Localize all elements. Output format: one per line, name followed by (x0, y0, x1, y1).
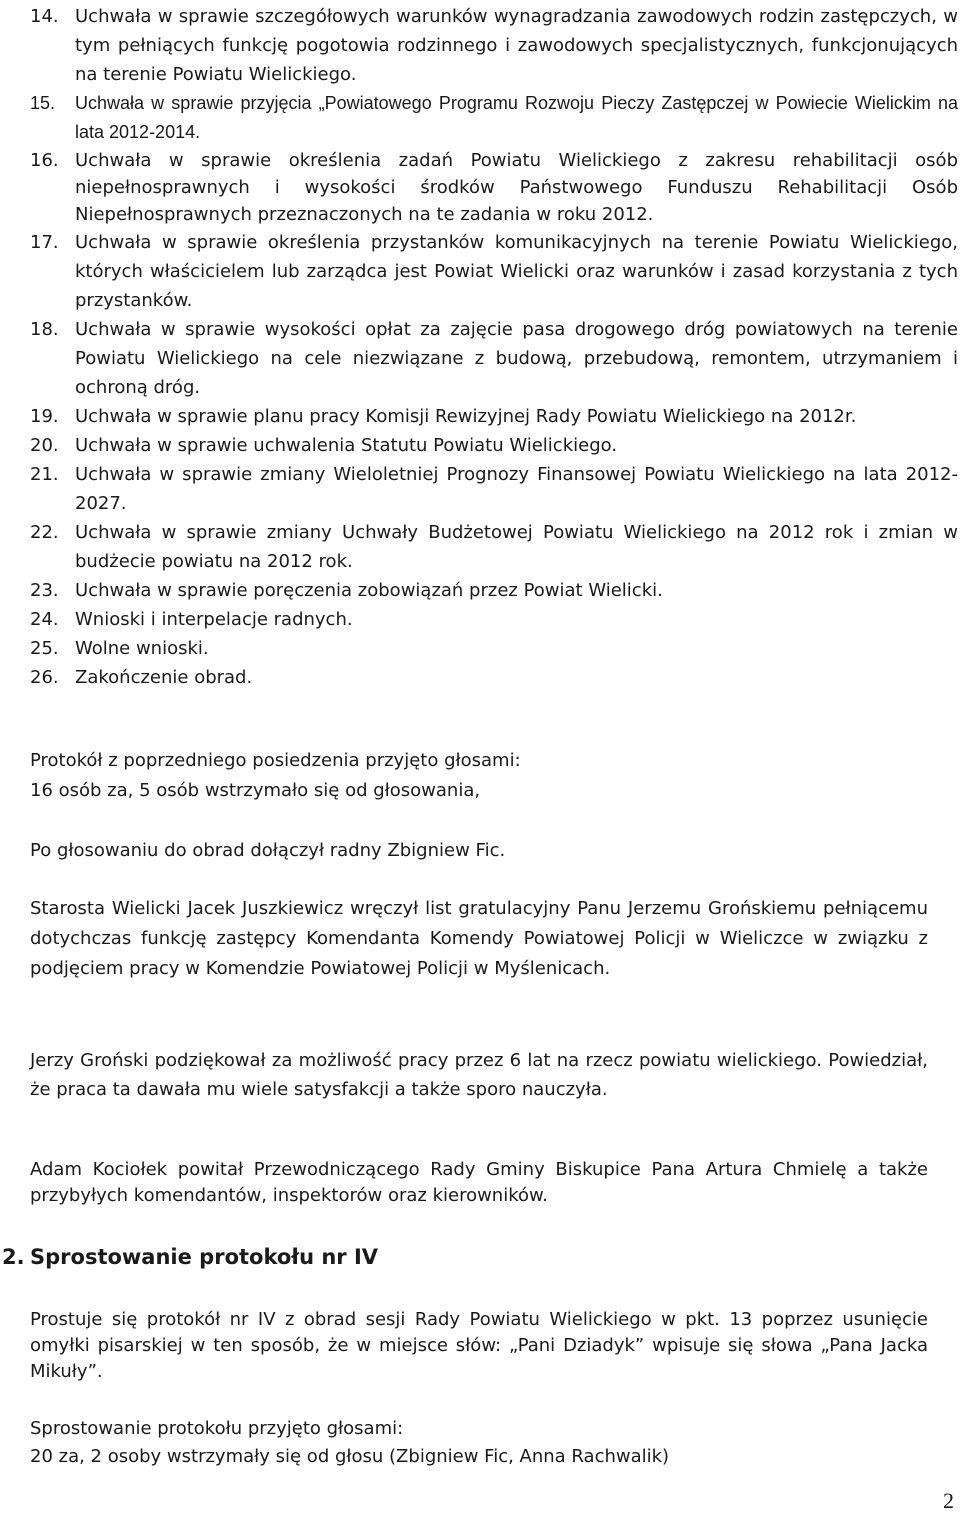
agenda-item-19: 19. Uchwała w sprawie planu pracy Komisji Rewizyjnej Rady Powiatu Wielickiego na 2012r. (30, 406, 857, 427)
agenda-item-25: 25. Wolne wnioski. (30, 638, 209, 659)
agenda-item-20: 20. Uchwała w sprawie uchwalenia Statutu Powiatu Wielickiego. (30, 435, 618, 456)
agenda-list (30, 2, 958, 692)
agenda-item-15: 15. Uchwała w sprawie przyjęcia „Powiatowego Programu Rozwoju Pieczy Zastępczej w Powiecie Wielickim na lata 2012-2014. (30, 93, 958, 142)
starosta-paragraph: Starosta Wielicki Jacek Juszkiewicz wręczył list gratulacyjny Panu Jerzemu Grońskiemu pełniącemu dotychczas funkcję zastępcy Komendanta Komendy Powiatowej Policji w Wieliczce w związku z podjęciem pracy w Komendzie Powiatowej Policji w Myślenicach. (30, 898, 928, 979)
agenda-item-23: 23. Uchwała w sprawie poręczenia zobowiązań przez Powiat Wielicki. (30, 580, 663, 601)
agenda-item-21: 21. Uchwała w sprawie zmiany Wieloletniej Prognozy Finansowej Powiatu Wielickiego na lata 2012-2027. (30, 464, 958, 514)
vote1-label: Protokół z poprzedniego posiedzenia przyjęto głosami: (30, 750, 521, 771)
agenda-item-text: Uchwała w sprawie wysokości opłat za zajęcie pasa drogowego dróg powiatowych na terenie Powiatu Wielickiego na cele niezwiązane z budową, przebudową, remontem, utrzymaniem i ochroną dróg. (75, 319, 958, 398)
vote1-result: 16 osób za, 5 osób wstrzymało się od głosowania, (30, 780, 481, 801)
page-number: 2 (943, 1488, 954, 1513)
agenda-item-text: Uchwała w sprawie zmiany Wieloletniej Prognozy Finansowej Powiatu Wielickiego na lata 2012-2027. (75, 464, 958, 514)
agenda-item-text: Uchwała w sprawie uchwalenia Statutu Powiatu Wielickiego. (75, 435, 618, 456)
agenda-item-18: 18. Uchwała w sprawie wysokości opłat za zajęcie pasa drogowego dróg powiatowych na terenie Powiatu Wielickiego na cele niezwiązane z budową, przebudową, remontem, utrzymaniem i ochroną dróg. (30, 319, 958, 398)
agenda-item-text: Uchwała w sprawie określenia zadań Powiatu Wielickiego z zakresu rehabilitacji osób niepełnosprawnych i wysokości środków Państwowego Funduszu Rehabilitacji Osób Niepełnosprawnych przeznaczonych na te zadania w roku 2012. (75, 150, 958, 225)
agenda-item-text: Wnioski i interpelacje radnych. (75, 609, 353, 630)
agenda-item-17: 17. Uchwała w sprawie określenia przystanków komunikacyjnych na terenie Powiatu Wielickiego, których właścicielem lub zarządca jest Powiat Wielicki oraz warunków i zasad korzystania z tych przystanków. (30, 232, 958, 311)
agenda-item-text: Uchwała w sprawie określenia przystanków komunikacyjnych na terenie Powiatu Wielickiego, których właścicielem lub zarządca jest Powiat Wielicki oraz warunków i zasad korzystania z tych przystanków. (75, 232, 958, 311)
correction-paragraph: Prostuje się protokół nr IV z obrad sesji Rady Powiatu Wielickiego w pkt. 13 poprzez usunięcie omyłki pisarskiej w ten sposób, że w miejsce słów: „Pani Dziadyk” wpisuje się słowa „Pana Jacka Mikuły”. (30, 1309, 928, 1382)
agenda-item-text: Wolne wnioski. (75, 638, 209, 659)
kociolek-paragraph: Adam Kociołek powitał Przewodniczącego Rady Gminy Biskupice Pana Artura Chmielę a także przybyłych komendantów, inspektorów oraz kierowników. (30, 1159, 928, 1206)
agenda-item-text: Uchwała w sprawie przyjęcia „Powiatowego Programu Rozwoju Pieczy Zastępczej w Powiecie Wielickim na lata 2012-2014. (75, 93, 958, 142)
agenda-item-14: 14. Uchwała w sprawie szczegółowych warunków wynagradzania zawodowych rodzin zastępczych, w tym pełniących funkcję pogotowia rodzinnego i zawodowych specjalistycznych, funkcjonujących na terenie Powiatu Wielickiego. (30, 6, 958, 85)
agenda-item-text: Zakończenie obrad. (75, 667, 253, 688)
gronski-paragraph: Jerzy Groński podziękował za możliwość pracy przez 6 lat na rzecz powiatu wielickiego. Powiedział, że praca ta dawała mu wiele satysfakcji a także sporo nauczyła. (30, 1050, 928, 1100)
agenda-item-text: Uchwała w sprawie poręczenia zobowiązań przez Powiat Wielicki. (75, 580, 663, 601)
agenda-item-24: 24. Wnioski i interpelacje radnych. (30, 609, 353, 630)
agenda-item-text: Uchwała w sprawie zmiany Uchwały Budżetowej Powiatu Wielickiego na 2012 rok i zmian w budżecie powiatu na 2012 rok. (75, 522, 958, 572)
agenda-item-22: 22. Uchwała w sprawie zmiany Uchwały Budżetowej Powiatu Wielickiego na 2012 rok i zmian w budżecie powiatu na 2012 rok. (30, 522, 958, 572)
section-title: Sprostowanie protokołu nr IV (30, 1245, 379, 1269)
agenda-item-16: 16. Uchwała w sprawie określenia zadań Powiatu Wielickiego z zakresu rehabilitacji osób niepełnosprawnych i wysokości środków Państwowego Funduszu Rehabilitacji Osób Niepełnosprawnych przeznaczonych na te zadania w roku 2012. (30, 150, 958, 225)
agenda-item-text: Uchwała w sprawie planu pracy Komisji Rewizyjnej Rady Powiatu Wielickiego na 2012r. (75, 406, 857, 427)
agenda-item-26: 26. Zakończenie obrad. (30, 667, 253, 688)
vote2-label: Sprostowanie protokołu przyjęto głosami: (30, 1418, 404, 1439)
vote2-result: 20 za, 2 osoby wstrzymały się od głosu (Zbigniew Fic, Anna Rachwalik) (30, 1446, 670, 1467)
agenda-item-text: Uchwała w sprawie szczegółowych warunków wynagradzania zawodowych rodzin zastępczych, w tym pełniących funkcję pogotowia rodzinnego i zawodowych specjalistycznych, funkcjonujących na terenie Powiatu Wielickiego. (75, 6, 958, 85)
section-heading: 2. Sprostowanie protokołu nr IV (2, 1245, 379, 1269)
joined-note: Po głosowaniu do obrad dołączył radny Zbigniew Fic. (30, 840, 506, 861)
